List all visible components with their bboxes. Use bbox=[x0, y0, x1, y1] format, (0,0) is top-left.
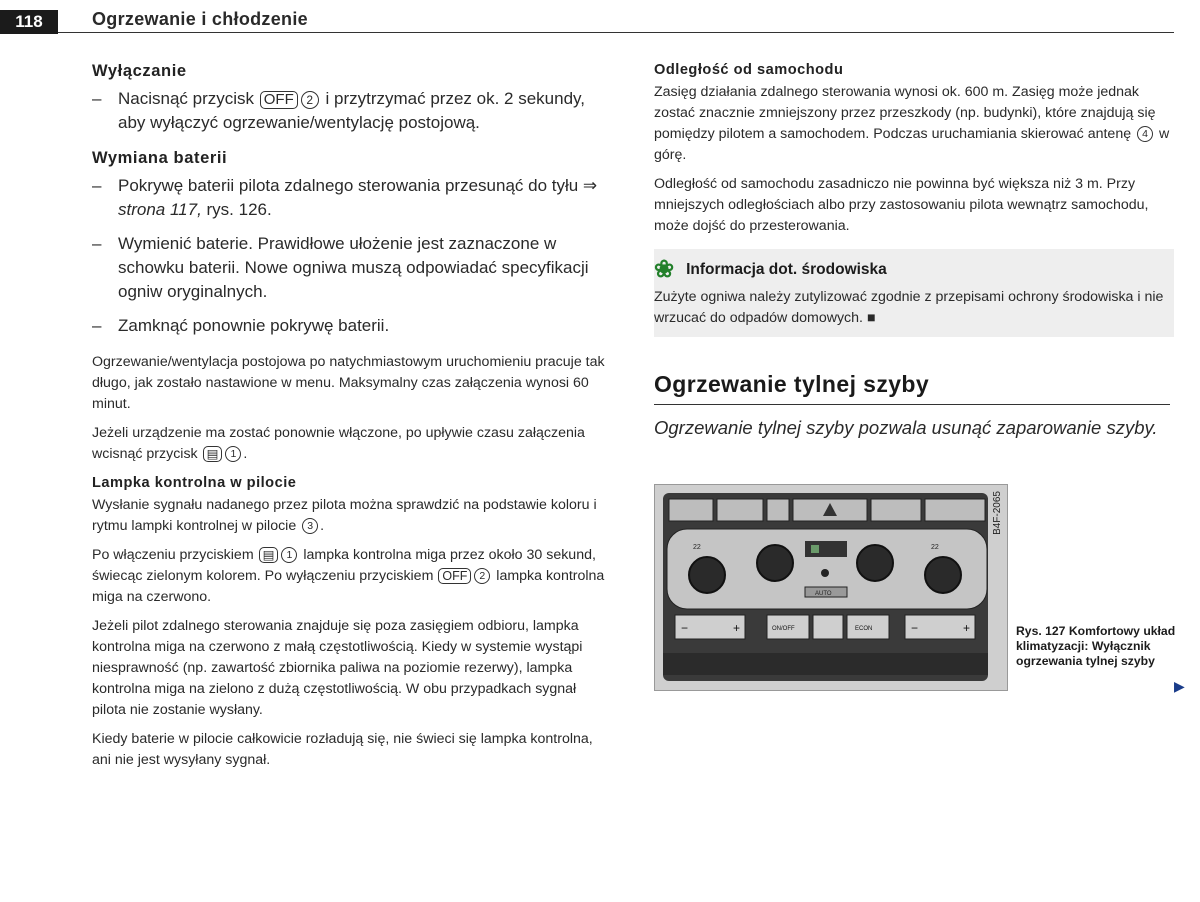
heading-lampka: Lampka kontrolna w pilocie bbox=[92, 475, 297, 491]
running-header: Ogrzewanie i chłodzenie bbox=[92, 9, 308, 29]
paragraph: Wysłanie sygnału nadanego przez pilota można sprawdzić na podstawie koloru i rytmu lampki kontrolnej w pilocie 3 . bbox=[92, 497, 597, 534]
callout-2: 2 bbox=[301, 91, 319, 109]
list-item: – Zamknąć ponownie pokrywę baterii. bbox=[92, 316, 390, 335]
figure-caption: Rys. 127 Komfortowy układ klimatyzacji: Wyłącznik ogrzewania tylnej szyby bbox=[1016, 624, 1176, 668]
continue-arrow-icon: ▶ bbox=[1174, 678, 1185, 694]
list-item: – Wymienić baterie. Prawidłowe ułożenie jest zaznaczone w schowku baterii. Nowe ogniwa muszą odpowiadać specyfikacji ogniw oryginalnych. bbox=[92, 234, 589, 301]
heading-wylaczanie: Wyłączanie bbox=[92, 62, 187, 80]
climate-panel-drawing bbox=[655, 485, 1007, 690]
section-lead: Ogrzewanie tylnej szyby pozwala usunąć zaparowanie szyby. bbox=[654, 417, 1158, 438]
center-button bbox=[821, 569, 829, 577]
onoff-label: ON/OFF bbox=[772, 626, 795, 632]
heading-odleglosc: Odległość od samochodu bbox=[654, 62, 844, 78]
figure-code: B4F-2065 bbox=[992, 491, 1003, 535]
auto-label: AUTO bbox=[815, 591, 832, 597]
dial bbox=[757, 545, 793, 581]
paragraph: Zasięg działania zdalnego sterowania wynosi ok. 600 m. Zasięg może jednak zostać znacznie zmniejszony przez przeszkody (np. budynki), które znajdują się pomiędzy pilotem a samochodem. Podczas uruchamiania skierować antenę 4 w górę. bbox=[654, 84, 1170, 163]
dial-scale-left: 22 bbox=[693, 544, 701, 551]
off-key-icon: OFF bbox=[438, 568, 471, 584]
callout-1: 1 bbox=[281, 547, 297, 563]
heater-key-icon: ▤ bbox=[259, 547, 279, 563]
environment-info-box bbox=[654, 249, 1174, 337]
list-item: – Pokrywę baterii pilota zdalnego sterowania przesunąć do tyłu ⇒ strona 117, rys. 126. bbox=[92, 176, 598, 219]
minus-label: − bbox=[681, 621, 689, 635]
section-title: Ogrzewanie tylnej szyby bbox=[654, 371, 930, 397]
paragraph: Ogrzewanie/wentylacja postojowa po natychmiastowym uruchomieniu pracuje tak długo, jak zostało nastawione w menu. Maksymalny czas załączenia wynosi 60 minut. bbox=[92, 354, 605, 412]
climate-panel-figure bbox=[654, 484, 1008, 691]
dial bbox=[689, 557, 725, 593]
callout-3: 3 bbox=[302, 518, 318, 534]
paragraph: Odległość od samochodu zasadniczo nie powinna być większa niż 3 m. Przy mniejszych odległościach albo przy zastosowaniu pilota wewnątrz samochodu, może dojść do przesterowania. bbox=[654, 176, 1149, 234]
left-column bbox=[92, 62, 614, 779]
dial bbox=[925, 557, 961, 593]
list-item: – Nacisnąć przycisk OFF 2 i przytrzymać przez ok. 2 sekundy, aby wyłączyć ogrzewanie/wentylację postojową. bbox=[92, 89, 585, 132]
page-reference: strona 117, bbox=[118, 200, 202, 219]
page-number: 118 bbox=[0, 10, 58, 34]
plus-label: + bbox=[963, 621, 971, 635]
plus-label: + bbox=[733, 621, 741, 635]
minus-label: − bbox=[911, 621, 919, 635]
paragraph: Jeżeli urządzenie ma zostać ponownie włączone, po upływie czasu załączenia wcisnąć przycisk ▤ 1 . bbox=[92, 425, 585, 462]
heading-wymiana-baterii: Wymiana baterii bbox=[92, 149, 228, 167]
section-rule bbox=[654, 404, 1170, 405]
callout-1: 1 bbox=[225, 446, 241, 462]
header-rule bbox=[58, 32, 1174, 33]
econ-label: ECON bbox=[855, 626, 873, 632]
callout-4: 4 bbox=[1137, 126, 1153, 142]
flower-icon: ❀ bbox=[654, 256, 675, 283]
dial bbox=[857, 545, 893, 581]
dial-scale-right: 22 bbox=[931, 544, 939, 551]
off-key-icon: OFF bbox=[260, 91, 298, 109]
paragraph: Kiedy baterie w pilocie całkowicie rozładują się, nie świeci się lampka kontrolna, ani nie jest wysyłany sygnał. bbox=[92, 731, 593, 768]
heater-key-icon: ▤ bbox=[203, 446, 223, 462]
info-title: Informacja dot. środowiska bbox=[686, 261, 887, 278]
paragraph: Jeżeli pilot zdalnego sterowania znajduje się poza zasięgiem odbioru, lampka kontrolna miga na czerwono z małą częstotliwością. Kiedy w systemie wystąpi niesprawność (np. zawartość zbiornika paliwa na poziomie rezerwy), lampka kontrolna miga na zielono z dużą częstotliwością. W obu przypadkach sygnał pilota nie zostanie wysłany. bbox=[92, 618, 583, 718]
callout-2: 2 bbox=[474, 568, 490, 584]
paragraph: Po włączeniu przyciskiem ▤ 1 lampka kontrolna miga przez około 30 sekund, świecąc zielonym kolorem. Po wyłączeniu przyciskiem OFF 2 lampka kontrolna miga na czerwono. bbox=[92, 547, 605, 605]
info-text: Zużyte ogniwa należy zutylizować zgodnie z przepisami ochrony środowiska i nie wrzucać do odpadów domowych. ■ bbox=[654, 289, 1164, 326]
right-column bbox=[654, 62, 1174, 440]
